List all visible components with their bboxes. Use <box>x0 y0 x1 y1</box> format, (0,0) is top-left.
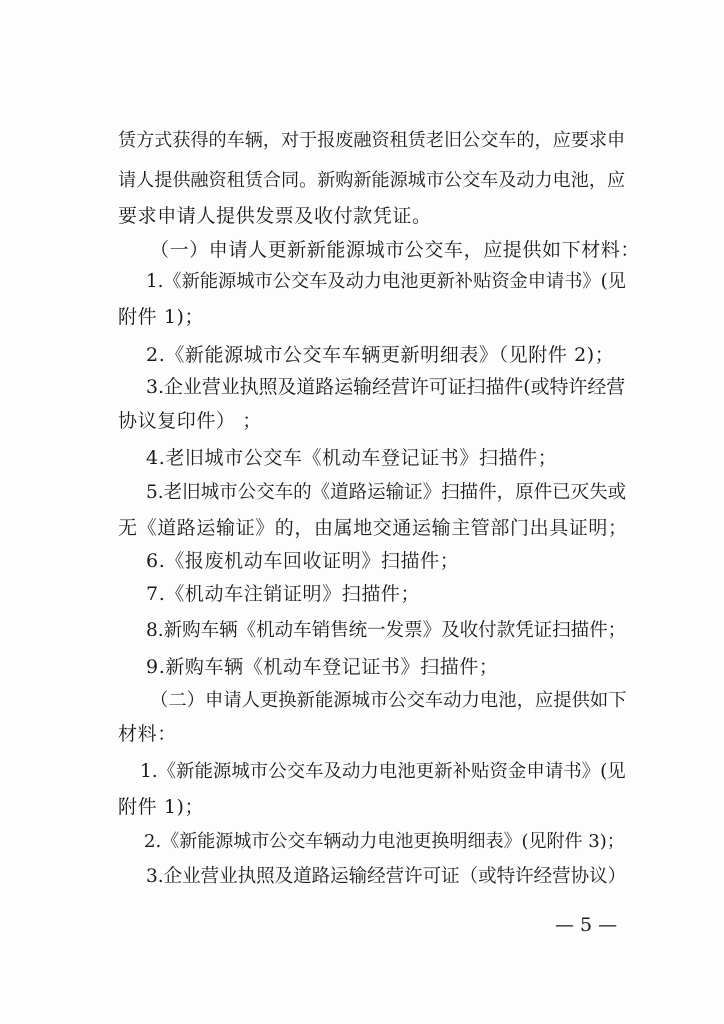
list-item-line: 6.《报废机动车回收证明》扫描件； <box>146 550 460 572</box>
list-item-line: 5.老旧城市公交车的《道路运输证》扫描件，原件已灭失或 <box>146 482 627 503</box>
page-number: — 5 — <box>555 914 618 936</box>
list-item-line: 2.《新能源城市公交车辆动力电池更换明细表》(见附件 3)； <box>144 831 625 852</box>
body-text-line: 赁方式获得的车辆，对于报废融资租赁老旧公交车的，应要求申 <box>118 130 626 151</box>
section-heading: （二）申请人更换新能源城市公交车动力电池，应提供如下 <box>150 690 627 711</box>
list-item-line: 附件 1)； <box>118 306 205 328</box>
list-item-line: 7.《机动车注销证明》扫描件； <box>146 583 421 605</box>
section-heading: 材料： <box>118 723 177 745</box>
body-text-line: 请人提供融资租赁合同。新购新能源城市公交车及动力电池，应 <box>118 170 626 191</box>
section-heading: （一）申请人更新新能源城市公交车，应提供如下材料： <box>150 239 641 261</box>
list-item-line: 附件 1)； <box>118 796 205 818</box>
list-item-line: 8.新购车辆《机动车销售统一发票》及收付款凭证扫描件； <box>146 620 627 641</box>
list-item-line: 1.《新能源城市公交车及动力电池更新补贴资金申请书》(见 <box>140 761 626 782</box>
list-item-line: 协议复印件） ； <box>118 410 262 432</box>
list-item-line: 4.老旧城市公交车《机动车登记证书》扫描件； <box>146 447 558 469</box>
list-item-line: 9.新购车辆《机动车登记证书》扫描件； <box>146 656 499 678</box>
list-item-line: 3.企业营业执照及道路运输经营许可证（或特许经营协议） <box>146 866 627 887</box>
list-item-line: 2.《新能源城市公交车车辆更新明细表》（见附件 2)； <box>146 344 615 366</box>
list-item-line: 1.《新能源城市公交车及动力电池更新补贴资金申请书》(见 <box>146 271 626 292</box>
body-text-line: 要求申请人提供发票及收付款凭证。 <box>118 205 432 227</box>
list-item-line: 3.企业营业执照及道路运输经营许可证扫描件(或特许经营 <box>146 376 626 398</box>
list-item-line: 无《道路运输证》的，由属地交通运输主管部门出具证明； <box>118 517 628 539</box>
